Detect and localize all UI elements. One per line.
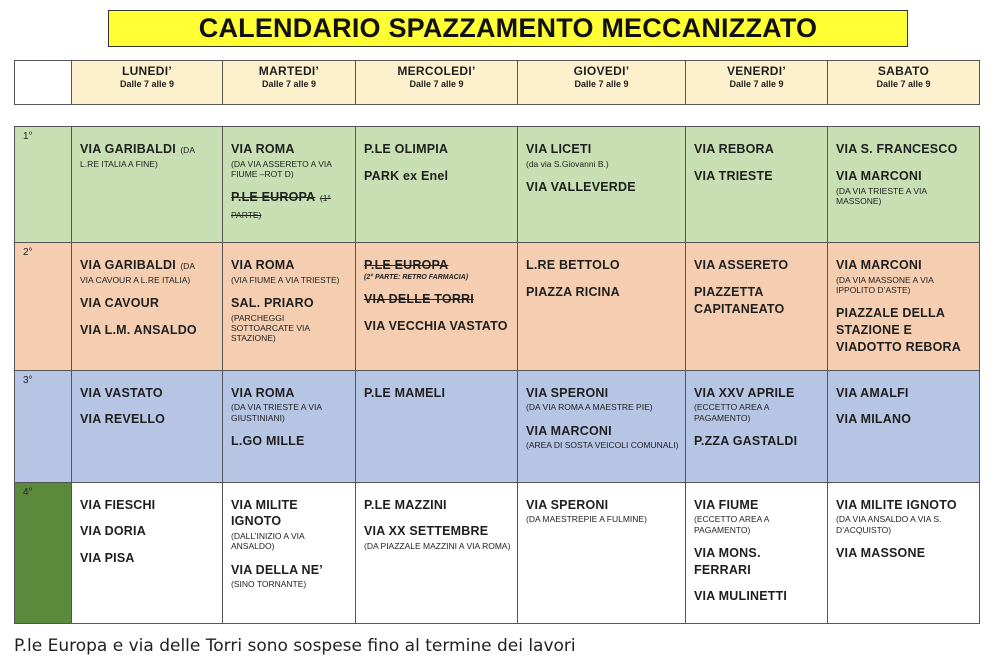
street-note: (DA MAESTREPIE A FULMINE) [526,514,647,525]
street-name: SAL. PRIARO [231,295,314,310]
street-name: P.LE MAZZINI [364,497,447,512]
street-entry [694,588,821,605]
street-note: (PARCHEGGI SOTTOARCATE VIA STAZIONE) [231,312,310,344]
street-entry [694,284,821,318]
street-name: PIAZZALE DELLA STAZIONE E VIADOTTO REBORA [836,306,961,354]
street-note: (DA VIA ANSALDO A VIA S. D’ACQUISTO) [836,514,942,535]
street-note: (DA VIA ROMA A MAESTRE PIE) [526,402,653,413]
street-name: PIAZZETTA CAPITANEATO [694,284,785,316]
street-name: VIA MASSONE [836,545,926,560]
street-name: VIA MILANO [836,412,912,427]
schedule-cell [72,482,223,623]
street-name: VIA REVELLO [80,412,166,427]
street-entry [80,550,216,567]
street-name: VIA MONS. FERRARI [694,545,761,577]
street-entry [836,385,973,402]
street-name: VIA S. FRANCESCO [836,142,958,156]
schedule-grid [14,126,980,624]
schedule-cell [686,127,828,243]
schedule-cell [223,370,356,482]
street-entry [364,318,511,335]
street-entry [364,168,511,185]
street-entry [364,385,511,402]
schedule-cell [828,243,980,371]
street-name: VIA GARIBALDI [80,142,176,156]
day-hours: Dalle 7 alle 9 [729,79,784,89]
street-entry [231,385,349,423]
schedule-cell [518,370,686,482]
street-name: VIA XXV APRILE [694,385,795,400]
week-label: 1° [15,127,72,243]
street-entry [836,497,973,535]
street-name: P.LE EUROPA [364,258,449,272]
street-name: VIA GARIBALDI [80,258,176,272]
days-header [14,60,980,105]
street-name: VIA MARCONI [836,168,922,183]
street-entry [836,411,973,428]
street-entry [80,497,216,514]
street-name: VIA L.M. ANSALDO [80,322,197,337]
street-note: (DALL’INIZIO A VIA ANSALDO) [231,531,305,552]
day-header [828,61,980,105]
day-hours: Dalle 7 alle 9 [119,79,175,89]
schedule-cell [223,482,356,623]
schedule-cell [828,370,980,482]
street-name: L.RE BETTOLO [526,258,620,272]
street-note: (DA VIA TRIESTE A VIA MASSONE) [836,185,927,206]
street-inline-note: (1° PARTE) [231,193,331,220]
street-name: VIA TRIESTE [694,168,773,183]
street-note: (DA PIAZZALE MAZZINI A VIA ROMA) [364,541,511,552]
street-note: (DA VIA TRIESTE A VIA GIUSTINIANI) [231,402,322,423]
street-name: VIA MULINETTI [694,589,788,604]
day-name: SABATO [877,64,930,78]
schedule-cell [828,127,980,243]
street-name: VIA LICETI [526,142,592,156]
schedule-cell [72,243,223,371]
street-entry [694,433,821,450]
street-entry [231,433,349,450]
street-entry [231,257,349,285]
street-name: VIA ASSERETO [694,258,789,272]
street-entry [836,305,973,355]
week-label: 4° [15,482,72,623]
street-note: (DA VIA ASSERETO A VIA FIUME –ROT D) [231,158,332,179]
day-name: GIOVEDI’ [573,64,630,78]
day-name: VENERDI’ [726,64,787,78]
street-name: VIA SPERONI [526,497,609,512]
street-entry [364,291,511,308]
street-note: (da via S.Giovanni B.) [526,158,609,169]
street-entry [231,295,349,343]
street-entry [80,295,216,312]
street-name: VIA VECCHIA VASTATO [364,318,508,333]
street-bold-note: (2° PARTE: RETRO FARMACIA) [364,273,469,281]
street-entry [694,257,821,274]
street-entry [526,385,679,413]
street-entry [526,141,679,169]
schedule-cell [356,370,518,482]
street-note: (ECCETTO AREA A PAGAMENTO) [694,402,769,423]
street-entry [694,168,821,185]
street-note: (SINO TORNANTE) [231,579,307,590]
street-name: VIA MARCONI [836,258,922,272]
schedule-cell [356,482,518,623]
street-note: L.RE ITALIA A FINE) [80,158,158,169]
street-entry [526,497,679,525]
street-name: VIA DORIA [80,524,146,539]
street-entry [231,141,349,179]
street-inline-note: (DA [180,145,195,155]
street-name: VIA REBORA [694,142,775,156]
street-name: VIA FIESCHI [80,497,156,512]
street-name: VIA DELLA NE’ [231,562,323,577]
street-entry [80,141,216,169]
street-note: (VIA FIUME A VIA TRIESTE) [231,274,340,285]
street-entry [694,385,821,423]
street-entry [836,168,973,206]
street-name: VIA MARCONI [526,423,612,438]
street-entry [364,497,511,514]
street-name: VIA ROMA [231,258,295,272]
street-entry [694,497,821,535]
street-entry [836,141,973,158]
street-entry [231,562,349,590]
street-note: (AREA DI SOSTA VEICOLI COMUNALI) [526,440,679,451]
week-label: 3° [15,370,72,482]
day-name: MERCOLEDI’ [397,64,476,78]
street-name: VIA VALLEVERDE [526,179,636,194]
street-entry [80,385,216,402]
street-entry [80,257,216,285]
street-name: VIA MILITE IGNOTO [836,497,957,512]
street-entry [836,545,973,562]
week-row [15,243,980,371]
day-hours: Dalle 7 alle 9 [261,79,317,89]
street-entry [694,141,821,158]
street-name: VIA FIUME [694,497,759,512]
corner-cell [15,61,72,105]
street-entry [364,257,511,281]
schedule-cell [686,482,828,623]
schedule-cell [686,370,828,482]
schedule-cell [828,482,980,623]
day-header [686,61,828,105]
street-entry [836,257,973,295]
street-name: L.GO MILLE [231,433,305,448]
street-name: VIA PISA [80,551,135,566]
street-name: VIA AMALFI [836,385,909,400]
street-name: P.LE MAMELI [364,385,446,400]
street-entry [80,411,216,428]
street-name: P.ZZA GASTALDI [694,433,798,448]
street-inline-note: (DA [180,261,195,271]
street-entry [80,523,216,540]
schedule-cell [518,482,686,623]
street-entry [364,141,511,158]
street-name: PARK ex Enel [364,168,449,183]
street-name: VIA XX SETTEMBRE [364,524,489,539]
street-entry [694,545,821,579]
street-note: (DA VIA MASSONE A VIA IPPOLITO D’ASTE) [836,274,934,295]
schedule-cell [518,127,686,243]
street-name: P.LE OLIMPIA [364,142,449,156]
week-row [15,482,980,623]
street-entry [231,189,349,223]
day-hours: Dalle 7 alle 9 [409,79,464,89]
street-name: VIA ROMA [231,142,295,156]
street-name: VIA DELLE TORRI [364,292,474,307]
schedule-cell [518,243,686,371]
street-entry [526,423,679,451]
schedule-cell [223,243,356,371]
schedule-cell [72,370,223,482]
street-name: VIA CAVOUR [80,295,160,310]
street-entry [80,322,216,339]
day-header [518,61,686,105]
street-entry [364,523,511,551]
street-entry [526,179,679,196]
schedule-cell [223,127,356,243]
schedule-cell [686,243,828,371]
week-label: 2° [15,243,72,371]
street-entry [526,284,679,301]
page-title: CALENDARIO SPAZZAMENTO MECCANIZZATO [108,10,908,47]
street-note: VIA CAVOUR A L.RE ITALIA) [80,274,191,285]
day-name: LUNEDI’ [121,64,173,78]
street-note: (ECCETTO AREA A PAGAMENTO) [694,514,769,535]
street-name: VIA MILITE IGNOTO [231,497,298,529]
street-name: VIA ROMA [231,385,295,400]
week-row [15,370,980,482]
street-name: P.LE EUROPA [231,190,316,205]
day-name: MARTEDI’ [258,64,320,78]
footer-note: P.le Europa e via delle Torri sono sospese fino al termine dei lavori [14,636,576,656]
day-header [72,61,223,105]
day-hours: Dalle 7 alle 9 [574,79,629,89]
street-entry [231,497,349,552]
street-name: VIA VASTATO [80,385,163,400]
schedule-cell [72,127,223,243]
street-name: VIA SPERONI [526,385,609,400]
day-header [356,61,518,105]
street-entry [526,257,679,274]
street-name: PIAZZA RICINA [526,284,620,299]
week-row [15,127,980,243]
day-header [223,61,356,105]
day-hours: Dalle 7 alle 9 [876,79,931,89]
schedule-cell [356,127,518,243]
schedule-cell [356,243,518,371]
